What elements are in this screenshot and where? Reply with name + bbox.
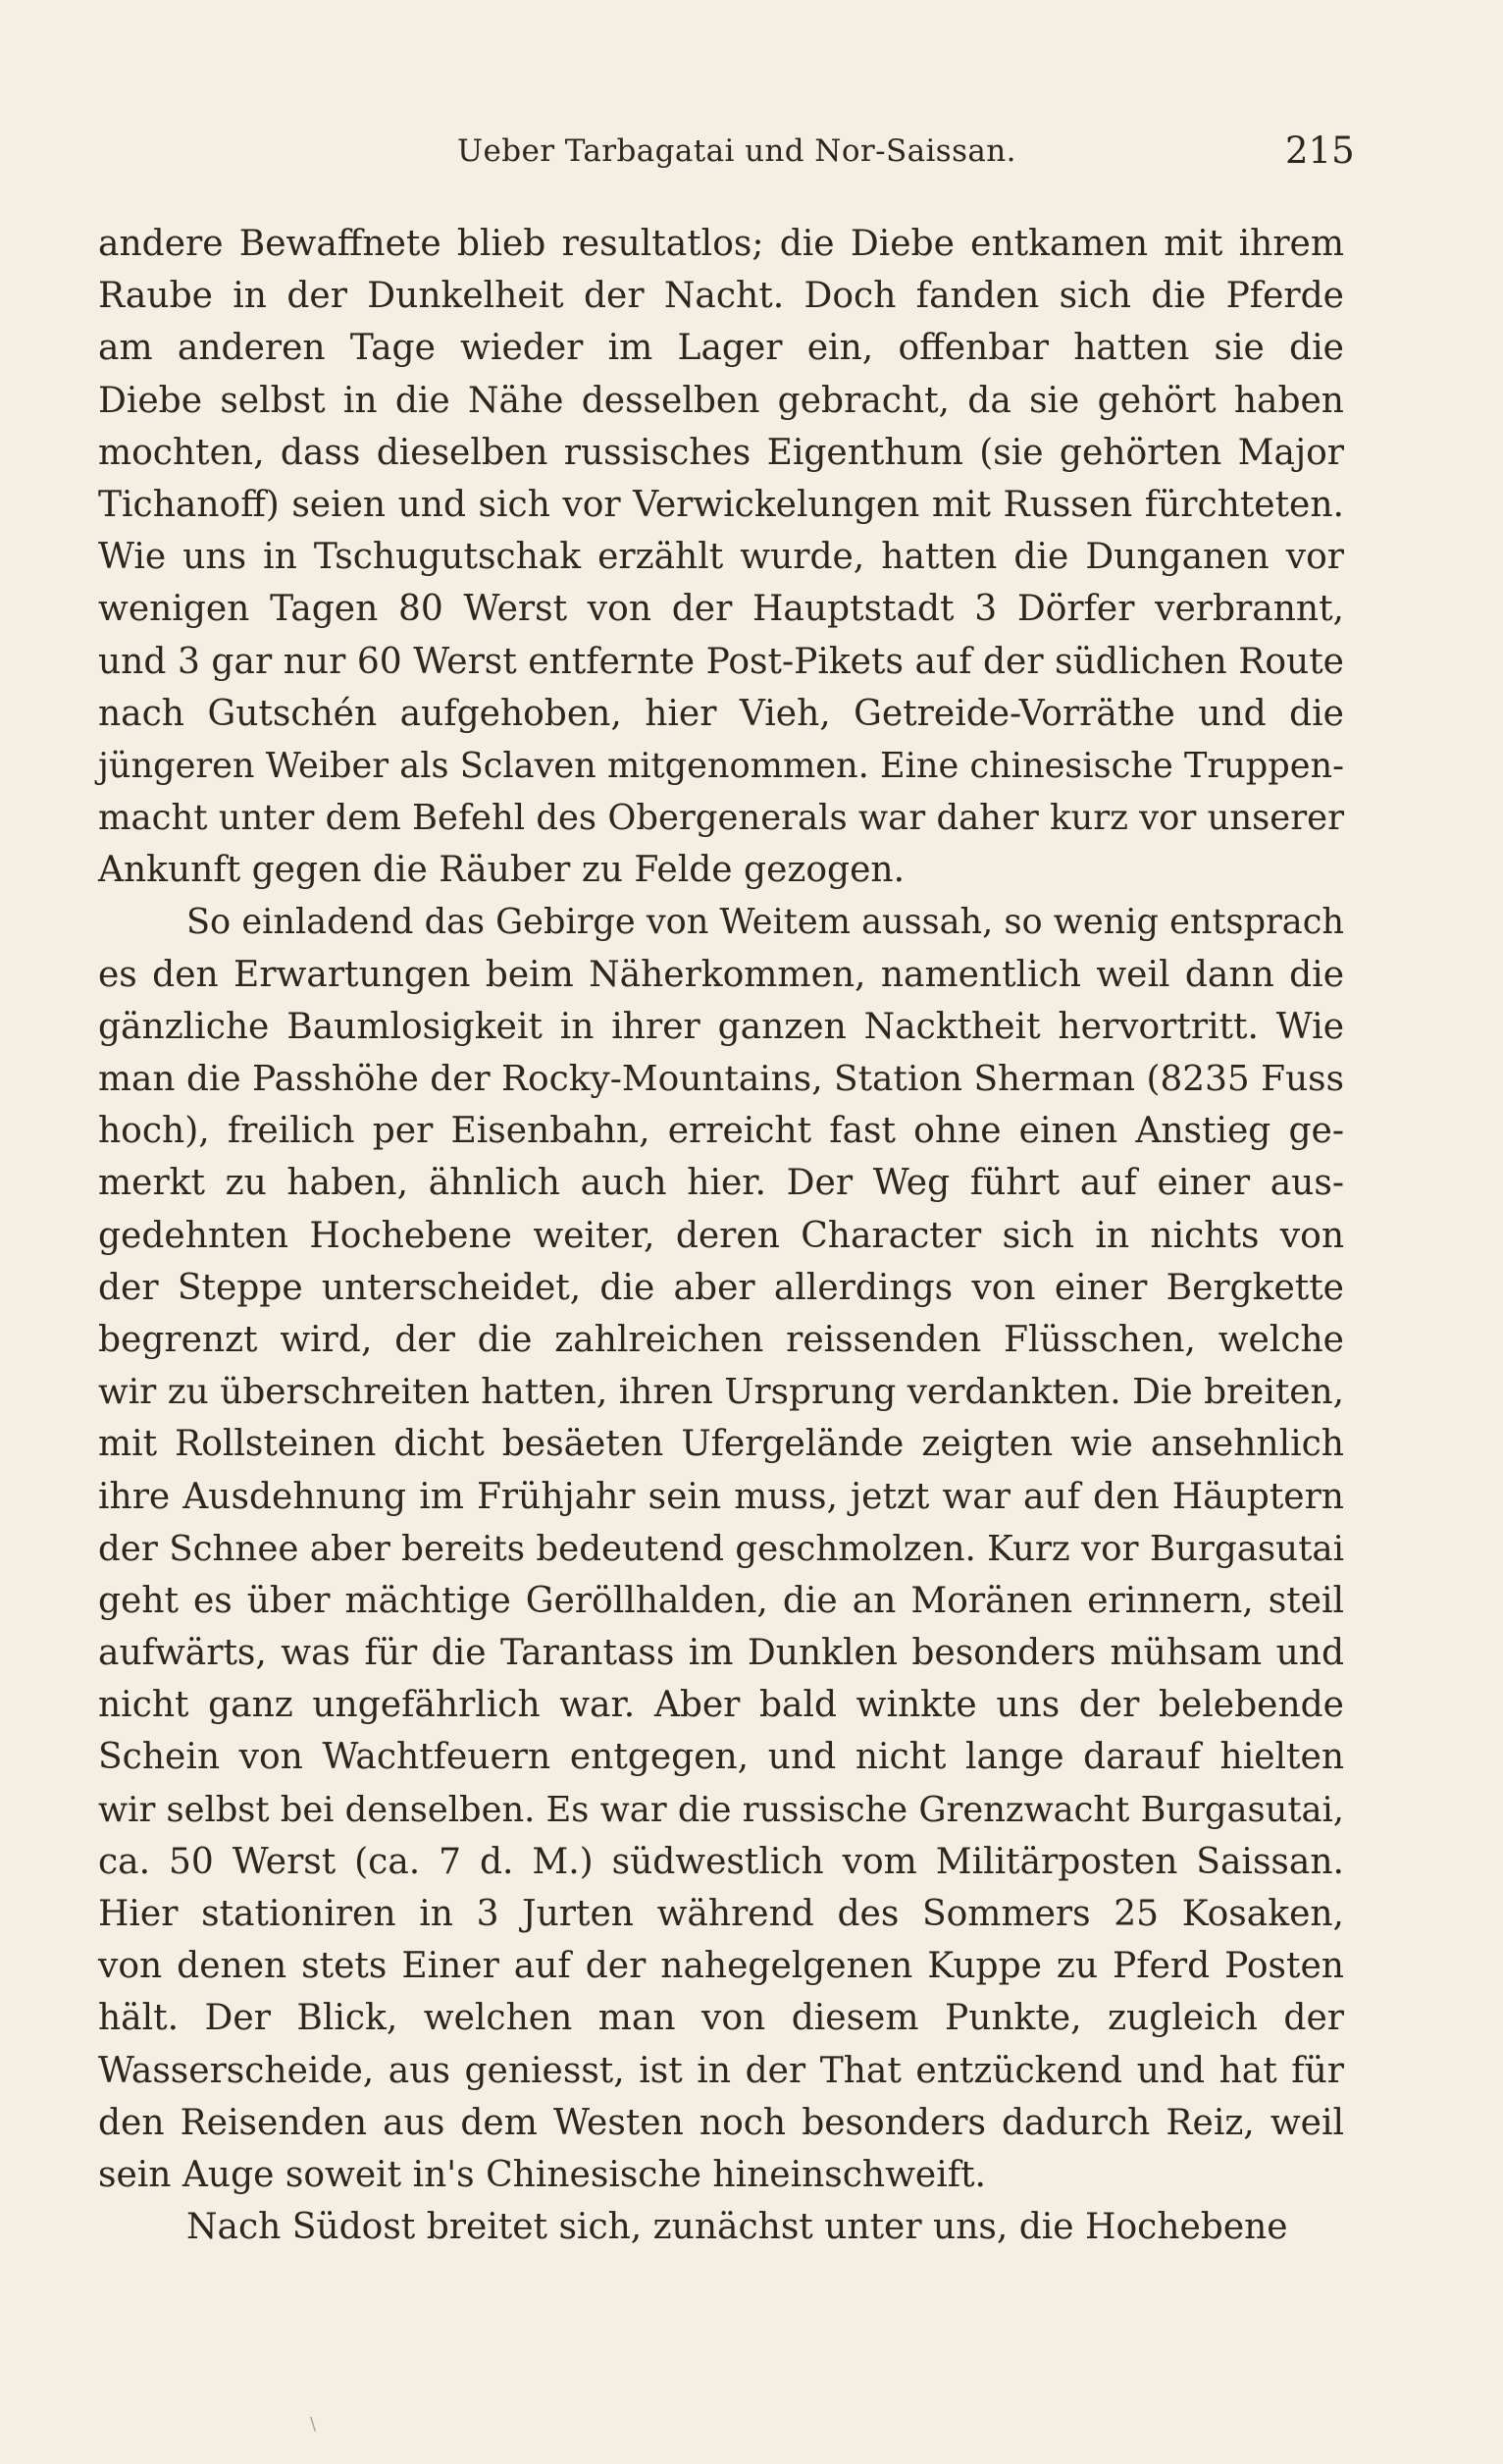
text-body — [98, 218, 1344, 2253]
text-line: der Steppe unterscheidet, die aber allerdings von einer Bergkette — [98, 1267, 1344, 1308]
running-head — [0, 130, 1503, 181]
text-line: am anderen Tage wieder im Lager ein, offenbar hatten sie die — [98, 328, 1344, 369]
text-line: merkt zu haben, ähnlich auch hier. Der Weg führt auf einer aus- — [98, 1163, 1344, 1204]
text-line: mit Rollsteinen dicht besäeten Ufergelände zeigten wie ansehnlich — [98, 1424, 1344, 1465]
text-line: begrenzt wird, der die zahlreichen reissenden Flüsschen, welche — [98, 1319, 1344, 1360]
text-line: wenigen Tagen 80 Werst von der Hauptstadt 3 Dörfer verbrannt, — [98, 589, 1344, 630]
text-line: mochten, dass dieselben russisches Eigenthum (sie gehörten Major — [98, 432, 1344, 473]
text-line: Wie uns in Tschugutschak erzählt wurde, hatten die Dunganen vor — [98, 537, 1344, 578]
text-line: sein Auge soweit in's Chinesische hineinschweift. — [98, 2154, 986, 2195]
text-line: Ankunft gegen die Räuber zu Felde gezogen. — [98, 850, 906, 891]
text-line: Raube in der Dunkelheit der Nacht. Doch fanden sich die Pferde — [98, 276, 1344, 317]
text-line: hoch), freilich per Eisenbahn, erreicht fast ohne einen Anstieg ge- — [98, 1111, 1344, 1152]
text-line: ca. 50 Werst (ca. 7 d. M.) südwestlich vom Militärposten Saissan. — [98, 1841, 1344, 1882]
text-line: und 3 gar nur 60 Werst entfernte Post-Pikets auf der südlichen Route — [98, 641, 1344, 682]
text-line: wir selbst bei denselben. Es war die russische Grenzwacht Burgasutai, — [98, 1789, 1344, 1830]
text-line: wir zu überschreiten hatten, ihren Ursprung verdankten. Die breiten, — [98, 1372, 1344, 1413]
text-line: gedehnten Hochebene weiter, deren Character sich in nichts von — [98, 1215, 1344, 1256]
page-number: 215 — [1285, 130, 1355, 172]
text-line: von denen stets Einer auf der nahegelgenen Kuppe zu Pferd Posten — [98, 1946, 1344, 1987]
text-line: andere Bewaffnete blieb resultatlos; die Diebe entkamen mit ihrem — [98, 224, 1344, 264]
text-line: Tichanoff) seien und sich vor Verwickelungen mit Russen fürchteten. — [98, 484, 1344, 525]
text-line: es den Erwartungen beim Näherkommen, namentlich weil dann die — [98, 954, 1344, 995]
paragraph-start-line: So einladend das Gebirge von Weitem aussah, so wenig entsprach — [186, 902, 1344, 943]
running-title: Ueber Tarbagatai und Nor-Saissan. — [457, 133, 1016, 169]
text-line: jüngeren Weiber als Sclaven mitgenommen. Eine chinesische Truppen- — [98, 745, 1344, 786]
text-line: Wasserscheide, aus geniesst, ist in der That entzückend und hat für — [98, 2050, 1344, 2091]
text-line: man die Passhöhe der Rocky-Mountains, Station Sherman (8235 Fuss — [98, 1059, 1344, 1099]
text-line: der Schnee aber bereits bedeutend geschmolzen. Kurz vor Burgasutai — [98, 1528, 1344, 1569]
text-line: macht unter dem Befehl des Obergenerals war daher kurz vor unserer — [98, 798, 1344, 839]
text-line: nicht ganz ungefährlich war. Aber bald winkte uns der belebende — [98, 1685, 1344, 1726]
text-line: Hier stationiren in 3 Jurten während des Sommers 25 Kosaken, — [98, 1894, 1344, 1934]
text-line: aufwärts, was für die Tarantass im Dunklen besonders mühsam und — [98, 1633, 1344, 1674]
text-line: nach Gutschén aufgehoben, hier Vieh, Getreide-Vorräthe und die — [98, 693, 1344, 734]
text-line: gänzliche Baumlosigkeit in ihrer ganzen Nacktheit hervortritt. Wie — [98, 1006, 1344, 1047]
text-line: Schein von Wachtfeuern entgegen, und nicht lange darauf hielten — [98, 1737, 1344, 1778]
stray-mark: \ — [310, 2414, 317, 2435]
text-line: Diebe selbst in die Nähe desselben gebracht, da sie gehört haben — [98, 380, 1344, 421]
text-line: hält. Der Blick, welchen man von diesem Punkte, zugleich der — [98, 1998, 1344, 2039]
text-line: den Reisenden aus dem Westen noch besonders dadurch Reiz, weil — [98, 2102, 1344, 2143]
paragraph-start-line: Nach Südost breitet sich, zunächst unter uns, die Hochebene — [186, 2207, 1288, 2248]
text-line: geht es über mächtige Geröllhalden, die an Moränen erinnern, steil — [98, 1580, 1344, 1621]
text-line: ihre Ausdehnung im Frühjahr sein muss, jetzt war auf den Häuptern — [98, 1476, 1344, 1517]
